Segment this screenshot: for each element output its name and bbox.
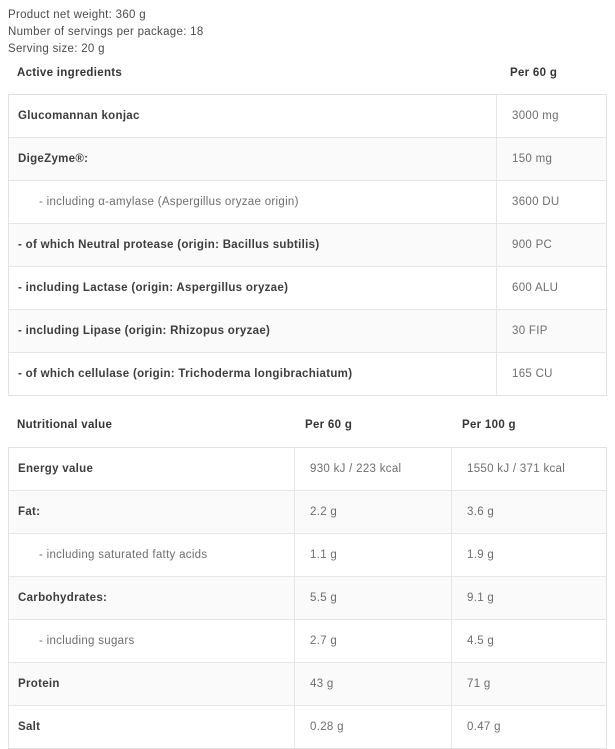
nutrient-label: Energy value: [18, 463, 94, 475]
table-row: [9, 705, 606, 748]
ingredient-amount: 3600 DU: [496, 181, 606, 223]
per-60g-column-header: Per 60 g: [305, 419, 353, 431]
nutrient-per100: 0.47 g: [451, 706, 608, 748]
product-net-weight: Product net weight: 360 g: [8, 9, 146, 21]
nutrient-per60: 43 g: [294, 663, 451, 705]
per-100g-column-header: Per 100 g: [462, 419, 516, 431]
ingredient-amount: 3000 mg: [496, 95, 606, 137]
nutritional-value-header: [8, 419, 607, 432]
active-ingredients-title: Active ingredients: [17, 67, 123, 79]
nutritional-value-title: Nutritional value: [17, 419, 113, 431]
nutrient-per100: 1.9 g: [451, 534, 608, 576]
nutrient-label: Protein: [18, 678, 60, 690]
ingredient-amount: 30 FIP: [496, 310, 606, 352]
nutrient-label: - including saturated fatty acids: [39, 549, 208, 561]
per-60g-column-header: Per 60 g: [510, 67, 558, 79]
nutrient-per100: 71 g: [451, 663, 608, 705]
ingredient-label: DigeZyme®:: [18, 153, 89, 165]
nutrient-per100: 3.6 g: [451, 491, 608, 533]
ingredient-label: - including Lipase (origin: Rhizopus oryzae): [18, 325, 271, 337]
ingredient-amount: 165 CU: [496, 353, 606, 395]
nutrient-per60: 2.2 g: [294, 491, 451, 533]
ingredient-amount: 150 mg: [496, 138, 606, 180]
table-row: [9, 533, 606, 576]
nutrient-label: Fat:: [18, 506, 41, 518]
table-row: [9, 180, 606, 223]
table-row: [9, 266, 606, 309]
nutrient-per100: 4.5 g: [451, 620, 608, 662]
ingredient-label: - of which cellulase (origin: Trichoderma longibrachiatum): [18, 368, 353, 380]
table-row: [9, 662, 606, 705]
ingredient-label: Glucomannan konjac: [18, 110, 140, 122]
nutrient-per100: 1550 kJ / 371 kcal: [451, 448, 608, 490]
table-row: [9, 448, 606, 490]
table-row: [9, 223, 606, 266]
table-row: [9, 137, 606, 180]
nutrient-per60: 2.7 g: [294, 620, 451, 662]
nutrient-per60: 1.1 g: [294, 534, 451, 576]
ingredient-label: - including α-amylase (Aspergillus oryzae origin): [39, 196, 299, 208]
serving-size: Serving size: 20 g: [8, 43, 105, 55]
nutritional-value-table: [8, 447, 607, 749]
ingredient-label: - including Lactase (origin: Aspergillus oryzae): [18, 282, 289, 294]
table-row: [9, 490, 606, 533]
ingredient-amount: 600 ALU: [496, 267, 606, 309]
nutrient-per60: 930 kJ / 223 kcal: [294, 448, 451, 490]
product-info-block: [0, 0, 615, 58]
nutrient-label: Carbohydrates:: [18, 592, 108, 604]
nutrient-label: Salt: [18, 721, 41, 733]
servings-per-package: Number of servings per package: 18: [8, 26, 204, 38]
nutrient-label: - including sugars: [39, 635, 135, 647]
table-row: [9, 619, 606, 662]
table-row: [9, 576, 606, 619]
ingredient-amount: 900 PC: [496, 224, 606, 266]
ingredient-label: - of which Neutral protease (origin: Bacillus subtilis): [18, 239, 320, 251]
nutrient-per100: 9.1 g: [451, 577, 608, 619]
table-row: [9, 95, 606, 137]
table-row: [9, 352, 606, 395]
active-ingredients-header: [8, 67, 607, 80]
nutrient-per60: 0.28 g: [294, 706, 451, 748]
active-ingredients-table: [8, 94, 607, 396]
nutrient-per60: 5.5 g: [294, 577, 451, 619]
table-row: [9, 309, 606, 352]
